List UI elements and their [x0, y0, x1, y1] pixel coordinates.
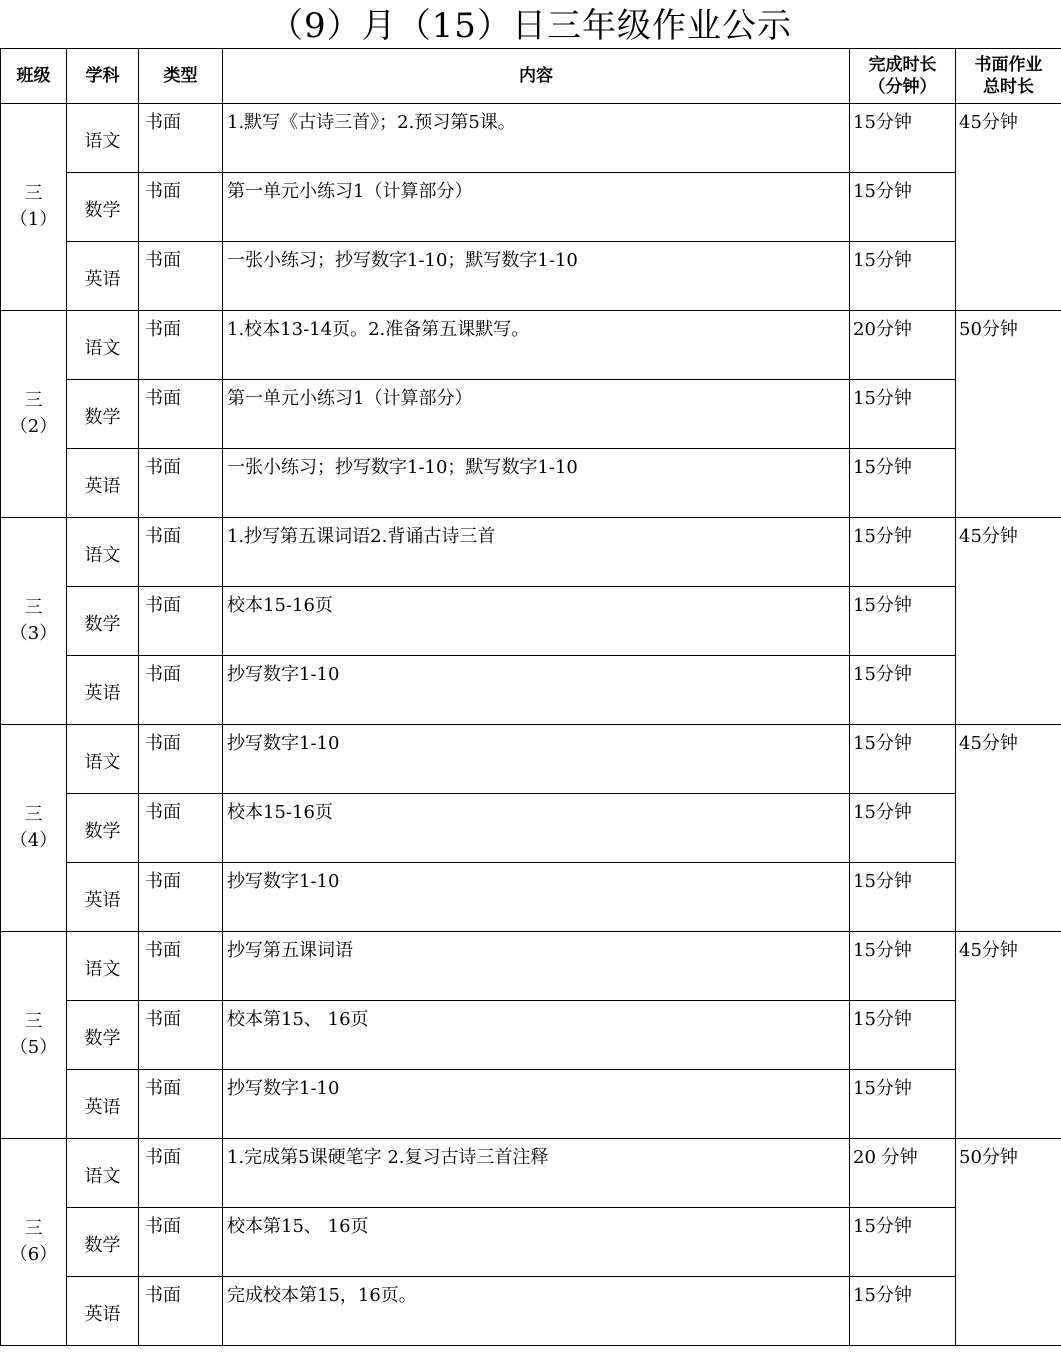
class-grade: 三 — [24, 183, 43, 204]
subject-cell: 英语 — [67, 1070, 139, 1139]
content-cell: 抄写数字1-10 — [223, 725, 850, 794]
table-row — [1, 173, 1061, 242]
type-cell: 书面 — [139, 104, 223, 173]
subject-cell: 英语 — [67, 242, 139, 311]
time-cell: 15分钟 — [850, 449, 956, 518]
header-row — [1, 49, 1061, 104]
type-cell: 书面 — [139, 449, 223, 518]
content-cell: 抄写数字1-10 — [223, 863, 850, 932]
type-cell: 书面 — [139, 518, 223, 587]
table-body — [1, 104, 1061, 1346]
homework-table — [0, 48, 1061, 1346]
subject-cell: 语文 — [67, 311, 139, 380]
time-cell: 15分钟 — [850, 242, 956, 311]
class-grade: 三 — [24, 597, 43, 618]
total-time-cell: 50分钟 — [956, 1139, 1061, 1346]
class-number: （2） — [9, 416, 58, 437]
header-total-line1: 书面作业 — [974, 55, 1043, 75]
type-cell: 书面 — [139, 656, 223, 725]
content-cell: 完成校本第15，16页。 — [223, 1277, 850, 1346]
subject-cell: 英语 — [67, 1277, 139, 1346]
content-cell: 校本第15、 16页 — [223, 1001, 850, 1070]
type-cell: 书面 — [139, 725, 223, 794]
content-cell: 校本第15、 16页 — [223, 1208, 850, 1277]
class-cell — [1, 1139, 67, 1346]
subject-cell: 语文 — [67, 725, 139, 794]
type-cell: 书面 — [139, 794, 223, 863]
type-cell: 书面 — [139, 311, 223, 380]
table-row — [1, 311, 1061, 380]
table-row — [1, 656, 1061, 725]
class-cell — [1, 104, 67, 311]
table-row — [1, 1070, 1061, 1139]
time-cell: 15分钟 — [850, 587, 956, 656]
table-row — [1, 518, 1061, 587]
type-cell: 书面 — [139, 1070, 223, 1139]
total-time-cell: 45分钟 — [956, 518, 1061, 725]
page-title: （9）月（15）日三年级作业公示 — [269, 6, 792, 46]
table-row — [1, 932, 1061, 1001]
type-cell: 书面 — [139, 932, 223, 1001]
class-number: （1） — [9, 209, 58, 230]
class-cell — [1, 725, 67, 932]
type-cell: 书面 — [139, 1277, 223, 1346]
content-cell: 一张小练习；抄写数字1-10；默写数字1-10 — [223, 242, 850, 311]
header-time — [850, 49, 956, 104]
header-time-line2: （分钟） — [868, 77, 937, 97]
subject-cell: 数学 — [67, 380, 139, 449]
class-number: （5） — [9, 1037, 58, 1058]
time-cell: 15分钟 — [850, 104, 956, 173]
table-row — [1, 1001, 1061, 1070]
subject-cell: 数学 — [67, 1001, 139, 1070]
content-cell: 1.校本13-14页。2.准备第五课默写。 — [223, 311, 850, 380]
subject-cell: 语文 — [67, 518, 139, 587]
type-cell: 书面 — [139, 587, 223, 656]
time-cell: 15分钟 — [850, 1001, 956, 1070]
time-cell: 15分钟 — [850, 1277, 956, 1346]
time-cell: 15分钟 — [850, 380, 956, 449]
total-time-cell: 45分钟 — [956, 104, 1061, 311]
time-cell: 20 分钟 — [850, 1139, 956, 1208]
time-cell: 15分钟 — [850, 656, 956, 725]
subject-cell: 数学 — [67, 173, 139, 242]
time-cell: 15分钟 — [850, 1070, 956, 1139]
type-cell: 书面 — [139, 242, 223, 311]
time-cell: 15分钟 — [850, 518, 956, 587]
class-cell — [1, 311, 67, 518]
class-grade: 三 — [24, 390, 43, 411]
time-cell: 15分钟 — [850, 932, 956, 1001]
content-cell: 1.抄写第五课词语2.背诵古诗三首 — [223, 518, 850, 587]
table-row — [1, 1208, 1061, 1277]
table-row — [1, 380, 1061, 449]
header-subject: 学科 — [67, 49, 139, 104]
content-cell: 一张小练习；抄写数字1-10；默写数字1-10 — [223, 449, 850, 518]
type-cell: 书面 — [139, 380, 223, 449]
content-cell: 第一单元小练习1（计算部分） — [223, 380, 850, 449]
type-cell: 书面 — [139, 863, 223, 932]
type-cell: 书面 — [139, 1001, 223, 1070]
time-cell: 15分钟 — [850, 173, 956, 242]
total-time-cell: 50分钟 — [956, 311, 1061, 518]
total-time-cell: 45分钟 — [956, 725, 1061, 932]
time-cell: 20分钟 — [850, 311, 956, 380]
time-cell: 15分钟 — [850, 725, 956, 794]
subject-cell: 语文 — [67, 1139, 139, 1208]
subject-cell: 英语 — [67, 863, 139, 932]
time-cell: 15分钟 — [850, 1208, 956, 1277]
content-cell: 抄写数字1-10 — [223, 656, 850, 725]
table-row — [1, 1139, 1061, 1208]
header-class: 班级 — [1, 49, 67, 104]
header-total — [956, 49, 1061, 104]
class-grade: 三 — [24, 1218, 43, 1239]
table-row — [1, 794, 1061, 863]
header-total-line2: 总时长 — [983, 77, 1034, 97]
content-cell: 校本15-16页 — [223, 587, 850, 656]
table-row — [1, 1277, 1061, 1346]
subject-cell: 语文 — [67, 104, 139, 173]
table-row — [1, 863, 1061, 932]
content-cell: 抄写数字1-10 — [223, 1070, 850, 1139]
time-cell: 15分钟 — [850, 863, 956, 932]
time-cell: 15分钟 — [850, 794, 956, 863]
content-cell: 校本15-16页 — [223, 794, 850, 863]
subject-cell: 英语 — [67, 656, 139, 725]
subject-cell: 语文 — [67, 932, 139, 1001]
class-number: （4） — [9, 830, 58, 851]
subject-cell: 英语 — [67, 449, 139, 518]
content-cell: 抄写第五课词语 — [223, 932, 850, 1001]
table-row — [1, 104, 1061, 173]
content-cell: 第一单元小练习1（计算部分） — [223, 173, 850, 242]
header-time-line1: 完成时长 — [868, 55, 937, 75]
class-number: （3） — [9, 623, 58, 644]
header-type: 类型 — [139, 49, 223, 104]
header-content: 内容 — [223, 49, 850, 104]
subject-cell: 数学 — [67, 587, 139, 656]
total-time-cell: 45分钟 — [956, 932, 1061, 1139]
table-row — [1, 242, 1061, 311]
content-cell: 1.默写《古诗三首》；2.预习第5课。 — [223, 104, 850, 173]
content-cell: 1.完成第5课硬笔字 2.复习古诗三首注释 — [223, 1139, 850, 1208]
table-row — [1, 725, 1061, 794]
type-cell: 书面 — [139, 1208, 223, 1277]
class-number: （6） — [9, 1244, 58, 1265]
subject-cell: 数学 — [67, 794, 139, 863]
class-grade: 三 — [24, 804, 43, 825]
type-cell: 书面 — [139, 173, 223, 242]
class-cell — [1, 518, 67, 725]
table-row — [1, 587, 1061, 656]
class-cell — [1, 932, 67, 1139]
type-cell: 书面 — [139, 1139, 223, 1208]
table-row — [1, 449, 1061, 518]
subject-cell: 数学 — [67, 1208, 139, 1277]
class-grade: 三 — [24, 1011, 43, 1032]
